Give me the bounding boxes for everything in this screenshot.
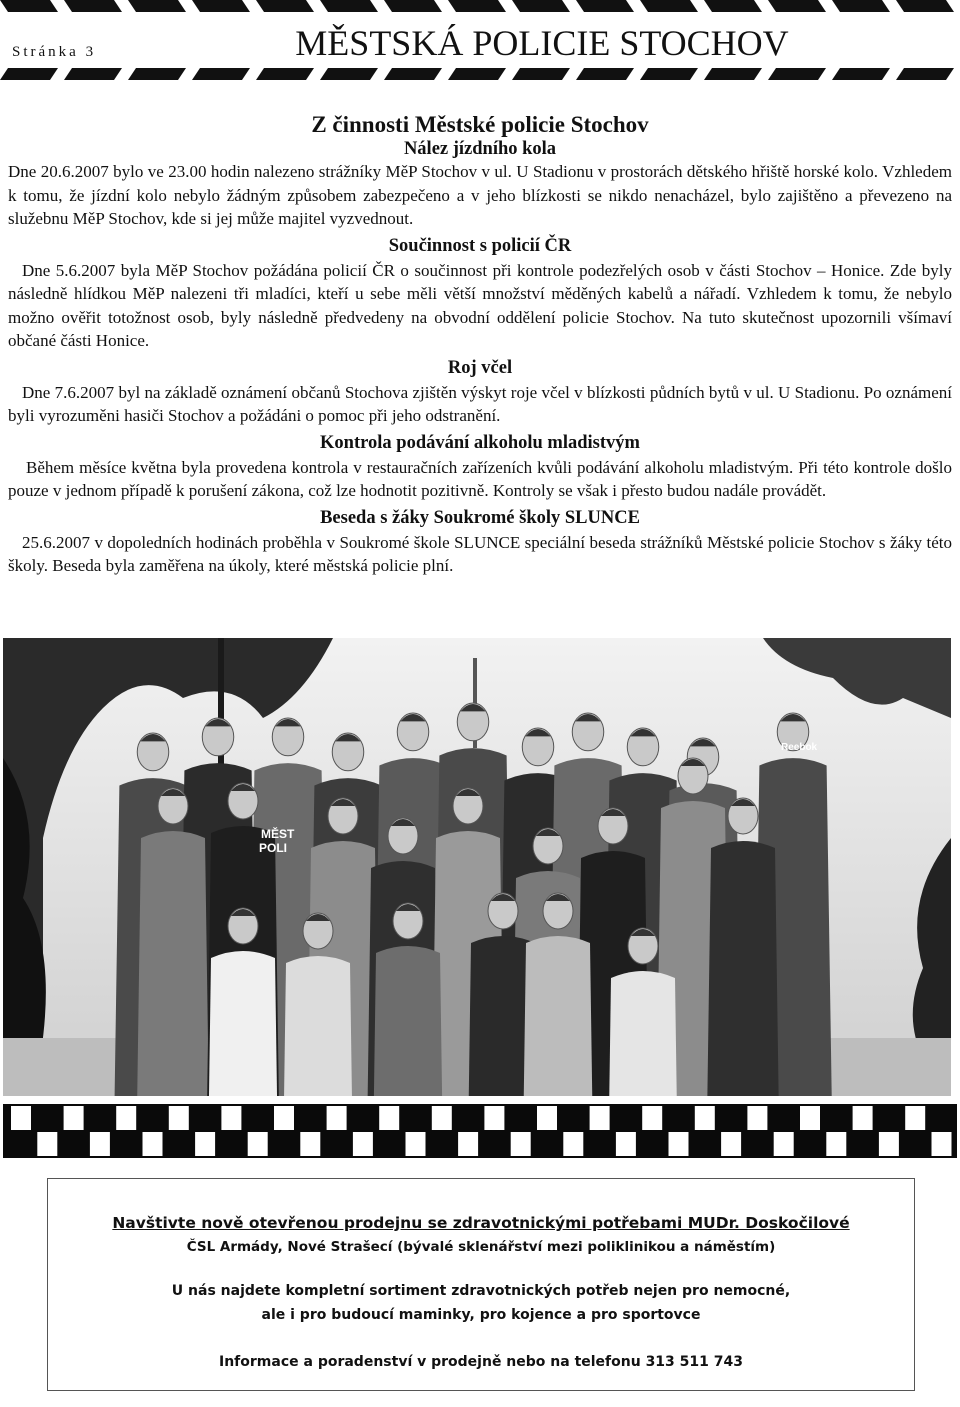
group-photo-illustration [3, 638, 951, 1096]
advertisement-box [47, 1178, 915, 1391]
article-title: Z činnosti Městské policie Stochov [311, 112, 649, 137]
section-paragraph: 25.6.2007 v dopoledních hodinách proběhla v Soukromé škole SLUNCE speciální beseda strážníků Městské policie Stochov s žáky této školy. Beseda byla zaměřena na úkoly, které městská policie plní. [8, 532, 952, 575]
top-chevron-stripe [0, 0, 960, 20]
section-paragraph: Dne 7.6.2007 byl na základě oznámení občanů Stochova zjištěn výskyt roje včel v blízkosti půdních bytů v ul. U Stadionu. Po oznámení byli vyrozuměni hasiči Stochov a požádáni o pomoc při jeho odstranění. [8, 382, 952, 425]
section-heading: Kontrola podávání alkoholu mladistvým [320, 432, 640, 453]
ad-address: ČSL Armády, Nové Strašecí (bývalé sklenářství mezi poliklinikou a náměstím) [186, 1239, 776, 1255]
ad-text: ale i pro budoucí maminky, pro kojence a pro sportovce [261, 1307, 701, 1323]
checkerboard-band [3, 1104, 957, 1158]
ad-contact: Informace a poradenství v prodejně nebo na telefonu 313 511 743 [219, 1354, 743, 1370]
section-paragraph: Dne 20.6.2007 bylo ve 23.00 hodin nalezeno strážníky MěP Stochov v ul. U Stadionu v prostorách dětského hřiště horské kolo. Vzhledem k tomu, že jízdní kolo nebylo žádným způsobem zabezpečeno a v jeho blízkosti se nikdo nenacházel, bylo zajištěno a převezeno na služebnu MěP Stochov, kde si jej může majitel vyzvednout. [8, 162, 952, 228]
ad-text: U nás najdete kompletní sortiment zdravotnických potřeb nejen pro nemocné, [171, 1283, 791, 1299]
section-heading: Roj včel [447, 357, 513, 378]
bottom-chevron-stripe [0, 66, 960, 84]
shirt-print: Reebok [781, 742, 818, 753]
page-number: Stránka 3 [12, 44, 97, 60]
section-paragraph: Během měsíce května byla provedena kontrola v restauračních zařízeních kvůli podávání alkoholu mladistvým. Při této kontrole došlo pouze v jednom případě k porušení zákona, což lze hodnotit pozitivně. Kontroly se však i přesto budou nadále provádět. [8, 457, 952, 500]
section-heading: Nález jízdního kola [403, 139, 557, 159]
shirt-print: MĚST [261, 827, 295, 841]
shirt-print: POLI [259, 841, 288, 855]
section-paragraph: Dne 5.6.2007 byla MěP Stochov požádána policií ČR o součinnost při kontrole podezřelých osob v části Stochov – Honice. Zde byly následně hlídkou MěP nalezeni tři mladíci, kteří u sebe měli větší množství měděných kabelů a nářadí. Vzhledem k tomu, že nebylo možno ověřit totožnost osob, byly následně předvedeny na obvodní oddělení policie Stochov. Na tuto skutečnost upozornili všímaví občané části Honice. [8, 260, 952, 350]
article [8, 112, 952, 578]
group-photo [3, 638, 951, 1096]
section-heading: Součinnost s policií ČR [388, 235, 572, 256]
masthead-title: MĚSTSKÁ POLICIE STOCHOV [295, 23, 789, 63]
section-heading: Beseda s žáky Soukromé školy SLUNCE [320, 507, 640, 528]
ad-headline: Navštivte nově otevřenou prodejnu se zdravotnickými potřebami MUDr. Doskočilové [112, 1214, 850, 1232]
